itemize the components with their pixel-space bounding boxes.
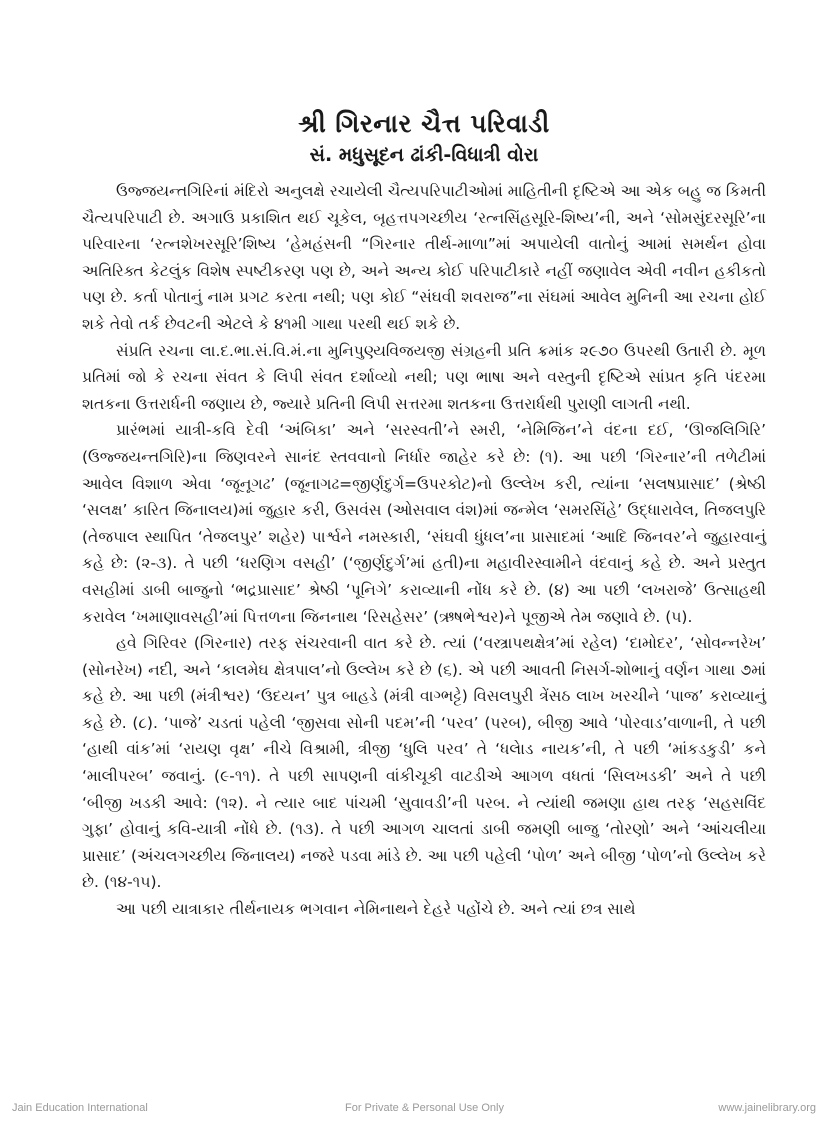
- footer-usage-notice: For Private & Personal Use Only: [345, 1102, 504, 1114]
- paragraph-manuscript: સંપ્રતિ રચના લા.દ.ભા.સં.વિ.મં.ના મુનિપુણ્યવિજયજી સંગ્રહની પ્રતિ ક્રમાંક ૨૯૭૦ ઉપરથી ઉતારી છે. મૂળ પ્રતિમાં જો કે રચના સંવત કે લિપી સંવત દર્શાવ્યો નથી; પણ ભાષા અને વસ્તુની દૃષ્ટિએ સાંપ્રત કૃતિ પંદરમા શતકના ઉત્તરાર્ધની જણાય છે, જ્યારે પ્રતિની લિપી સત્તરમા શતકના ઉત્તરાર્ધથી પુરાણી લાગતી નથી.: [82, 341, 766, 413]
- document-author: સં. મધુસૂદન ઢાંકી-વિધાત્રી વોરા: [309, 144, 539, 166]
- paragraph-ascent: હવે ગિરિવર (ગિરનાર) તરફ સંચરવાની વાત કરે છે. ત્યાં (‘વસ્ત્રાપથક્ષેત્ર’માં રહેલ) ‘દામોદર’, ‘સોવન્નરેખ’ (સોનરેખ) નદી, અને ‘કાલમેઘ ક્ષેત્રપાલ’નો ઉલ્લેખ કરે છે (૬). એ પછી આવતી નિસર્ગ-શોભાનું વર્ણન ગાથા ૭માં કહે છે. આ પછી (મંત્રીશ્વર) ‘ઉદયન’ પુત્ર બાહડે (મંત્રી વાગ્ભટ્ટે) વિસલપુરી ત્રેંસઠ લાખ ખરચીને ‘પાજ’ કરાવ્યાનું કહે છે. (૮). ‘પાજે’ ચડતાં પહેલી ‘જીસવા સોની પદમ’ની ‘પરવ’ (પરબ), બીજી આવે ‘પોરવાડ’વાળાની, તે પછી ‘હાથી વાંક’માં ‘રાયણ વૃક્ષ’ નીચે વિશ્રામી, ત્રીજી ‘ધુલિ પરવ’ તે ‘ધલેાડ નાયક’ની, તે પછી ‘માંકડકુડી’ કને ‘માલીપરબ’ જવાનું. (૯-૧૧). તે પછી સાપણની વાંકીચૂકી વાટડીએ આગળ વધતાં ‘સિલખડકી’ અને તે પછી ‘બીજી ખડકી આવે: (૧૨). ને ત્યાર બાદ પાંચમી ‘સુવાવડી’ની પરબ. ને ત્યાંથી જમણા હાથ તરફ ‘સહસવિંદ ગુફા’ હોવાનું કવિ-યાત્રી નોંધે છે. (૧૩). તે પછી આગળ ચાલતાં ડાબી જમણી બાજુ ‘તોરણો’ અને ‘આંચલીયા પ્રાસાદ’ (અંચલગચ્છીય જિનાલય) નજરે પડવા માંડે છે. આ પછી પહેલી ‘પોળ’ અને બીજી ‘પોળ’નો ઉલ્લેખ કરે છે. (૧૪-૧૫).: [82, 634, 766, 892]
- page-footer: [0, 1102, 828, 1118]
- document-title: શ્રી ગિરનાર ચૈત્ત પરિવાડી: [298, 109, 550, 138]
- paragraph-intro: ઉજ્જયન્તગિરિનાં મંદિરો અનુલક્ષે રચાયેલી ચૈત્યપરિપાટીઓમાં માહિતીની દૃષ્ટિએ આ એક બહુ જ કિમતી ચૈત્યપરિપાટી છે. અગાઉ પ્રકાશિત થઈ ચૂકેલ, બૃહત્તપગચ્છીય ‘રત્નસિંહસૂરિ-શિષ્ય’ની, અને ‘સોમસુંદરસૂરિ’ના પરિવારના ‘રત્નશેખરસૂરિ’શિષ્ય ‘હેમહંસની “ગિરનાર તીર્થ-માળા”માં અપાયેલી વાતોનું આમાં સમર્થન હોવા અતિરિક્ત કેટલુંક વિશેષ સ્પષ્ટીકરણ પણ છે, અને અન્ય કોઈ પરિપાટીકારે નહીં જણાવેલ એવી નવીન હકીકતો પણ છે. કર્તા પોતાનું નામ પ્રગટ કરતા નથી; પણ કોઈ “સંઘવી શવરાજ”ના સંઘમાં આવેલ મુનિની આ રચના હોઈ શકે તેવો તર્ક છેવટની એટલે કે ૪૧મી ગાથા પરથી થઈ શકે છે.: [82, 182, 766, 333]
- paragraph-temple-arrival: આ પછી યાત્રાકાર તીર્થનાયક ભગવાન નેમિનાથને દેહરે પહોંચે છે. અને ત્યાં છત્ર સાથે: [116, 900, 636, 919]
- footer-publisher: Jain Education International: [12, 1102, 148, 1114]
- footer-website-link[interactable]: www.jainelibrary.org: [718, 1102, 816, 1114]
- paragraph-beginning: પ્રારંભમાં યાત્રી-કવિ દેવી ‘અંબિકા’ અને ‘સરસ્વતી’ને સ્મરી, ‘નેમિજિન’ને વંદના દઈ, ‘ઊજલિગિરિ’ (ઉજ્જયન્તગિરિ)ના જિણવરને સાનંદ સ્તવવાનો નિર્ધાર જાહેર કરે છે: (૧). આ પછી ‘ગિરનાર’ની તળેટીમાં આવેલ વિશાળ એવા ‘જૂનૂગઢ’ (જૂનાગઢ=જીર્ણદુર્ગ=ઉપરકોટ)નો ઉલ્લેખ કરી, ત્યાંના ‘સલષપ્રાસાદ’ (શ્રેષ્ઠી ‘સલક્ષ’ કારિત જિનાલય)માં જુહાર કરી, ઉસવંસ (ઓસવાલ વંશ)માં જન્મેલ ‘સમરસિંહે’ ઉદ્ધારાવેલ, તિજલપુરિ (તેજપાલ સ્થાપિત ‘તેજલપુર’ શહેર) પાર્શ્વને નમસ્કારી, ‘સંઘવી ધુંધલ’ના પ્રાસાદમાં ‘આદિ જિનવર’ને જુહારવાનું કહે છે: (૨-૩). તે પછી ‘ધરણિગ વસહી’ (‘જીર્ણદુર્ગ’માં હતી)ના મહાવીરસ્વામીને વંદવાનું કહે છે. અને પ્રસ્તુત વસહીમાં ડાબી બાજુનો ‘ભદ્રપ્રાસાદ’ શ્રેષ્ઠી ‘પૂનિગે’ કરાવ્યાની નોંધ કરે છે. (૪) આ પછી ‘લખરાજે’ ઉત્સાહથી કરાવેલ ‘ખમાણાવસહી’માં પિત્તળના જિનનાથ ‘રિસહેસર’ (ઋષભેશ્વર)ને પૂજીએ તેમ જણાવે છે. (૫).: [82, 421, 766, 626]
- document-page: [82, 108, 766, 923]
